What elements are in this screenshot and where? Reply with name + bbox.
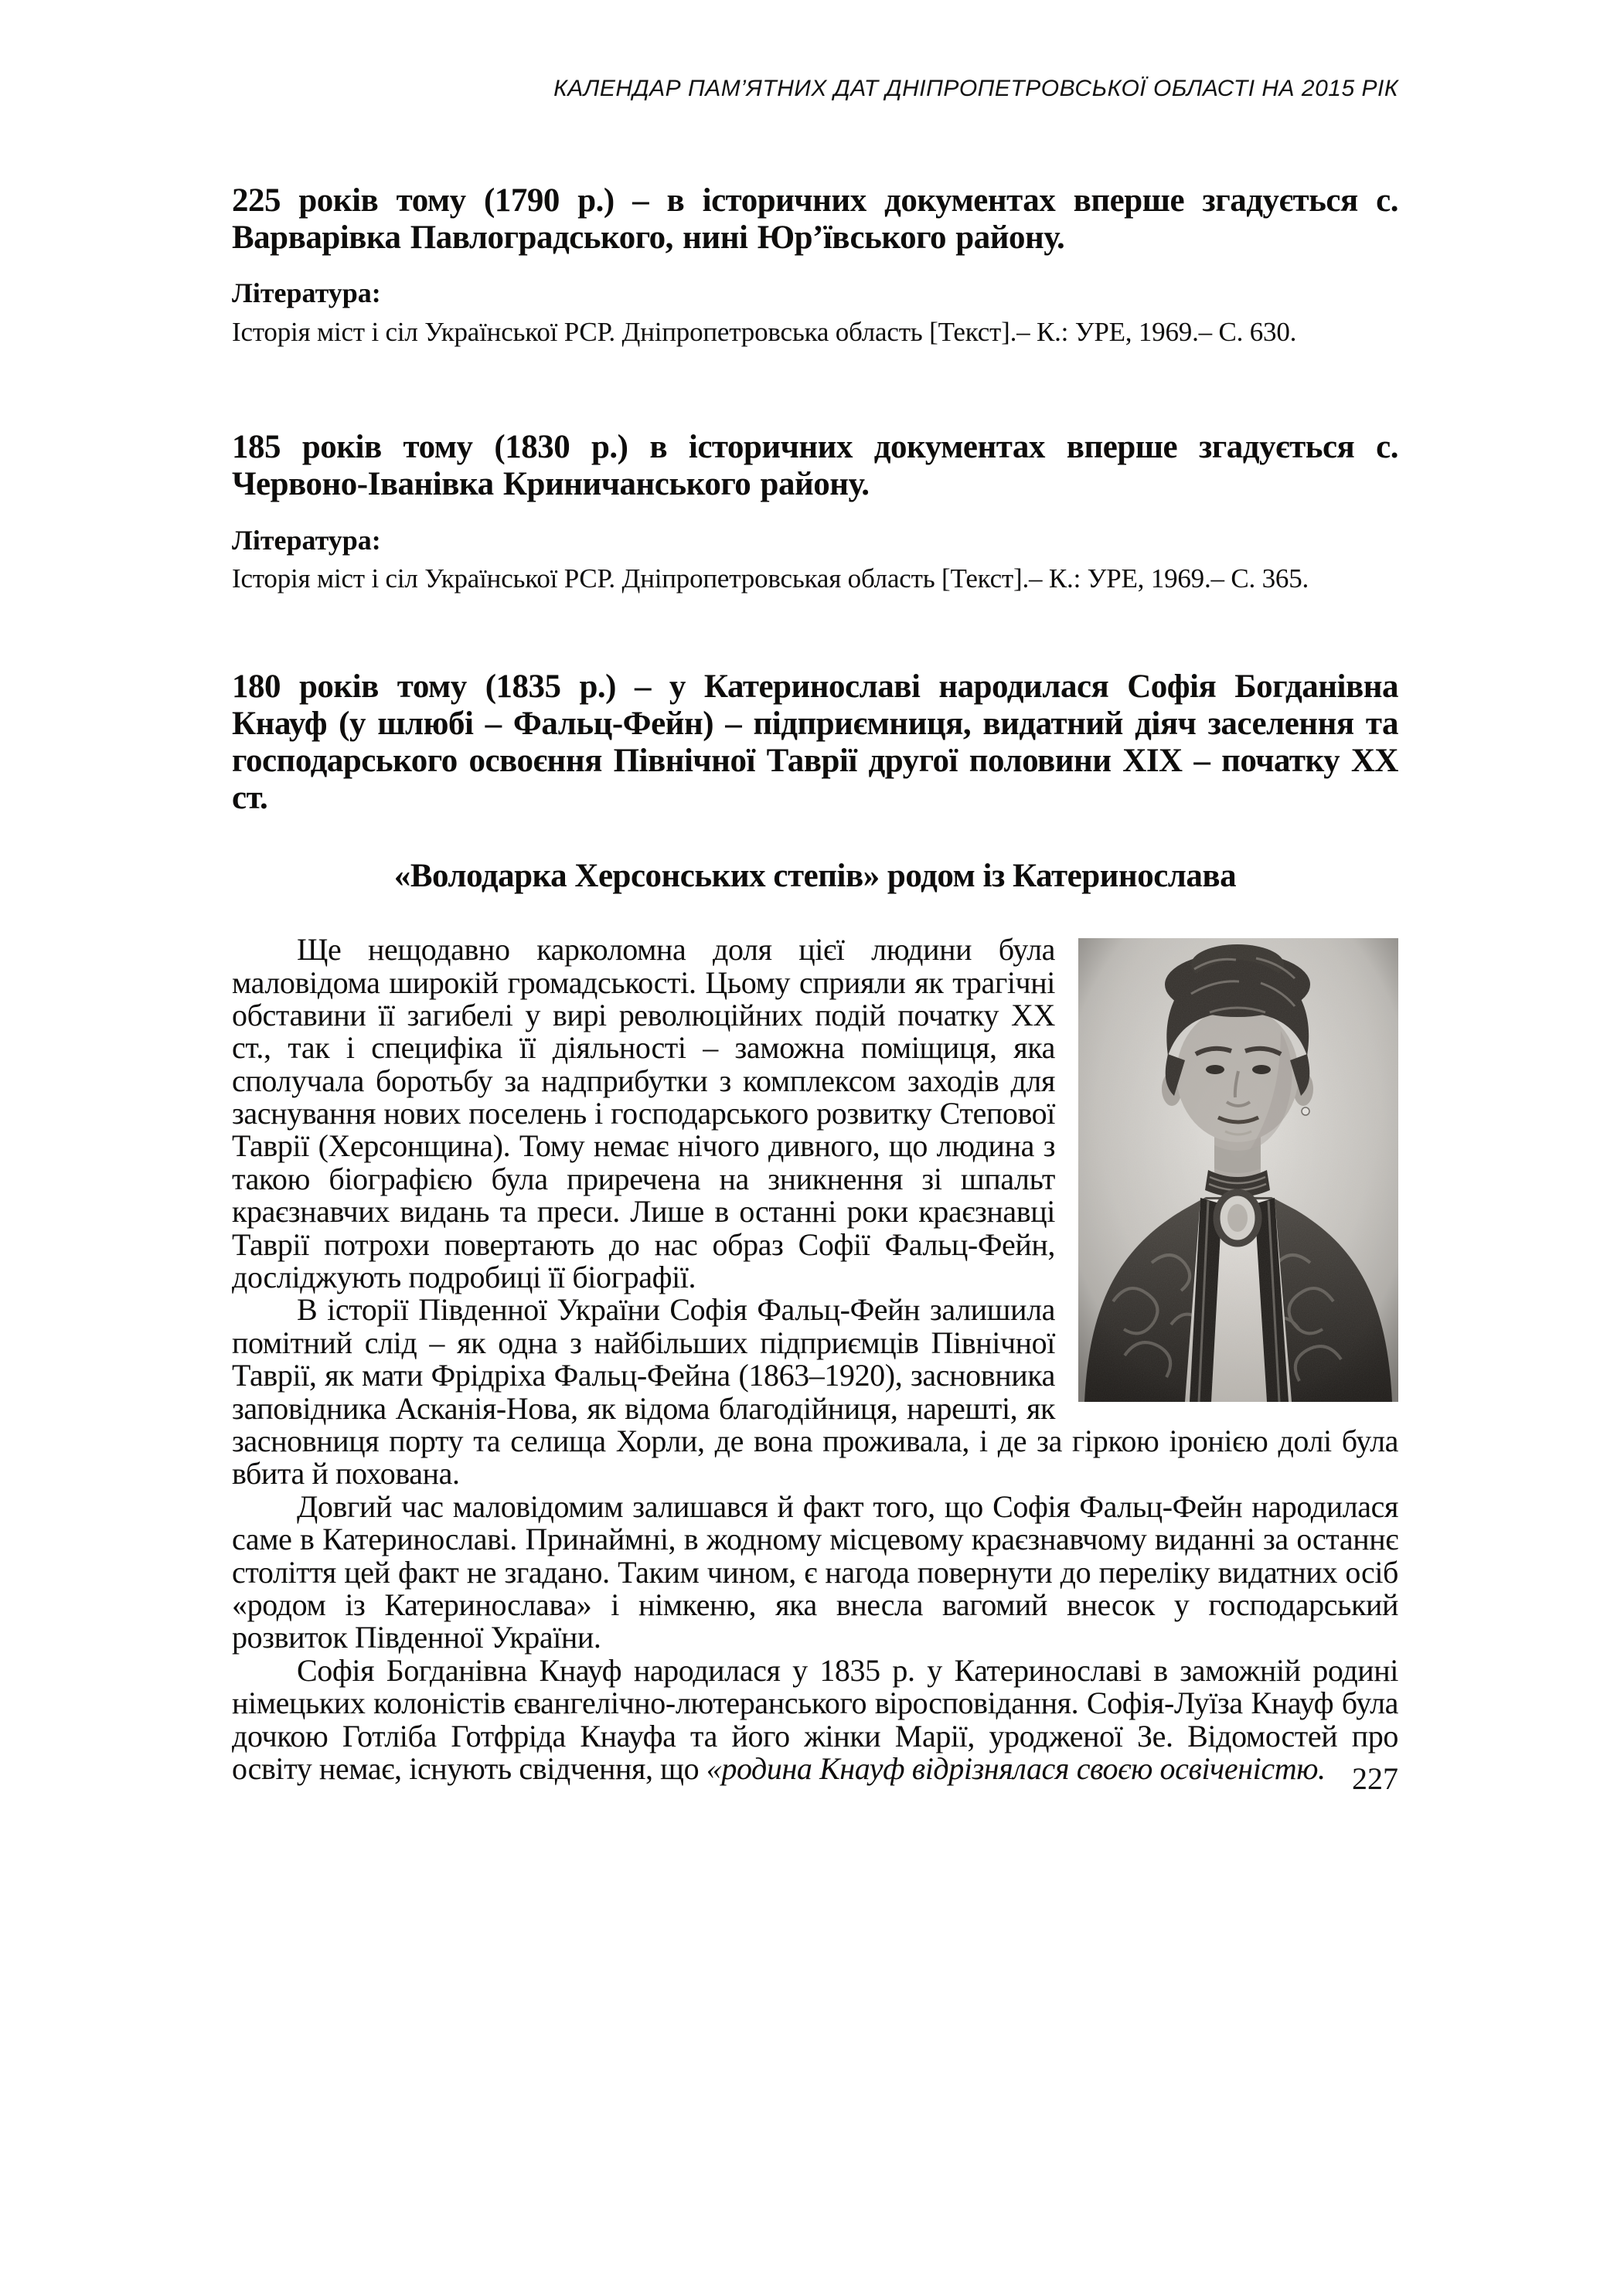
paragraph-text: Довгий час маловідомим залишався й факт того, що Софія Фальц-Фейн народилася саме в Катеринославі. Принаймні, в жодному місцевому краєзнавчому виданні за останнє століття цей факт не згадано. Таким чином, є нагода повернути до переліку видатних осіб «родом із Катеринослава» і німкеню, яка внесла вагомий внесок у господарський розвиток Південної України.	[232, 1488, 1398, 1655]
page-number: 227	[1352, 1761, 1398, 1796]
entry-1830	[232, 429, 1398, 595]
article-paragraph-4	[232, 1652, 1398, 1786]
paragraph-text: Ще нещодавно карколомна доля цієї людини була маловідома широкій громадськості. Цьому сприяли як трагічні обставини її загибелі у вирі революційних подій початку XX ст., так і специфіка її діяльності – заможна поміщиця, яка сполучала боротьбу за надприбутки з комплексом заходів для заснування нових поселень і господарського розвитку Степової Таврії (Херсонщина). Тому немає нічого дивного, що людина з такою біографією була приречена на зникнення зі шпальт краєзнавчих видань та преси. Лише в останні роки краєзнавці Таврії потрохи повертають до нас образ Софії Фальц-Фейн, досліджують подробиці її біографії.	[232, 932, 1055, 1295]
portrait-photo	[1078, 938, 1398, 1402]
article-title: «Володарка Херсонських степів» родом із Катеринослава	[393, 858, 1237, 895]
entry-heading-1790: 225 років тому (1790 р.) – в історичних документах вперше згадується с. Варварівка Павлоградського, нині Юр’ївського району.	[232, 182, 1398, 257]
portrait-photo-illustration	[1078, 938, 1398, 1402]
article	[232, 857, 1398, 1785]
article-paragraph-3	[232, 1488, 1398, 1655]
paragraph-quote: «родина Кнауф відрізнялася своєю освіченістю.	[706, 1750, 1326, 1786]
paragraph-text: Софія Богданівна Кнауф народилася у 1835 р. у Катеринославі в заможній родині німецьких колоністів євангелічно-лютеранського віросповідання. Софія-Луїза Кнауф була дочкою Готліба Готфріда Кнауфа та його жінки Марії, уродженої Зе. Відомостей про освіту немає, існують свідчення, що	[232, 1652, 1398, 1786]
article-body	[232, 934, 1398, 1785]
entry-1835	[232, 668, 1398, 818]
reference-item: Історія міст і сіл Української РСР. Дніпропетровськая область [Текст].– К.: УРЕ, 1969.– С. 365.	[232, 563, 1309, 594]
reference-item: Історія міст і сіл Української РСР. Дніпропетровська область [Текст].– К.: УРЕ, 1969.– С. 630.	[232, 316, 1297, 347]
entry-heading-1835: 180 років тому (1835 р.) – у Катеринославі народилася Софія Богданівна Кнауф (у шлюбі – Фальц-Фейн) – підприємниця, видатний діяч заселення та господарського освоєння Північної Таврії другої половини XIX – початку XX ст.	[232, 668, 1398, 816]
entry-heading-1830: 185 років тому (1830 р.) в історичних документах вперше згадується с. Червоно-Іванівка Криничанського району.	[232, 429, 1398, 503]
running-header-text: КАЛЕНДАР ПАМ’ЯТНИХ ДАТ ДНІПРОПЕТРОВСЬКОЇ ОБЛАСТІ НА 2015 РІК	[553, 76, 1398, 101]
literature-label: Література:	[232, 524, 381, 556]
running-header	[232, 76, 1398, 102]
entry-1790	[232, 182, 1398, 349]
literature-label: Література:	[232, 277, 381, 309]
paragraph-text: В історії Південної України Софія Фальц-Фейн залишила помітний слід – як одна з найбільших підприємців Північної Таврії, як мати Фрідріха Фальц-Фейна (1863–1920), засновника заповідника Асканія-Нова, як відома благодійниця, нарешті, як засновниця порту та селища Хорли, де вона проживала, і де за гіркою іронією долі була вбита й похована.	[232, 1292, 1398, 1492]
